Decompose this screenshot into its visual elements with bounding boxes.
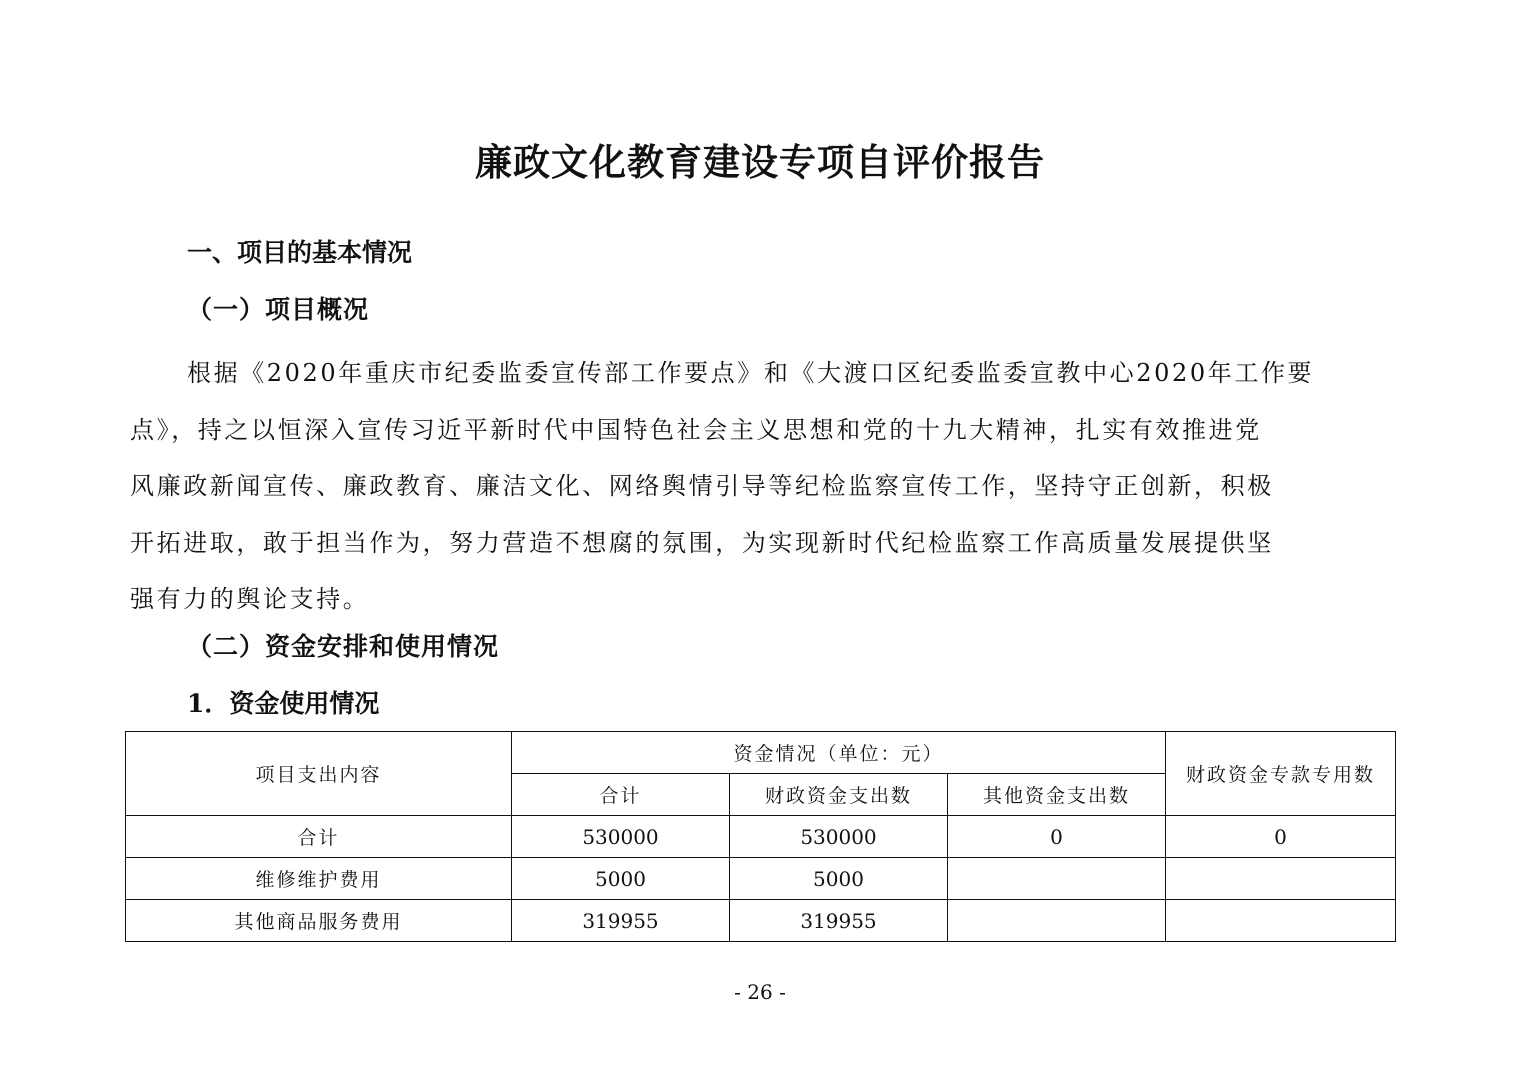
header-funds: 资金情况（单位：元） [512,732,1166,774]
header-other: 其他资金支出数 [948,774,1166,816]
sub-subsection-heading: 1．资金使用情况 [187,689,380,718]
cell-other [948,858,1166,900]
header-fiscal: 财政资金支出数 [730,774,948,816]
header-total: 合计 [512,774,730,816]
header-item: 项目支出内容 [126,732,512,816]
funds-table [125,731,1396,942]
cell-special: 0 [1166,816,1396,858]
section-heading: 一、项目的基本情况 [187,238,413,267]
cell-fiscal: 530000 [730,816,948,858]
cell-total: 530000 [512,816,730,858]
paragraph-line: 强有力的舆论支持。 [130,585,370,613]
overview-paragraph [130,345,1392,628]
cell-special [1166,858,1396,900]
paragraph-line: 根据《2020年重庆市纪委监委宣传部工作要点》和《大渡口区纪委监委宣教中心2020年工作要 [187,359,1315,387]
paragraph-line: 点》，持之以恒深入宣传习近平新时代中国特色社会主义思想和党的十九大精神，扎实有效推进党 [130,415,1262,444]
header-special: 财政资金专款专用数 [1166,732,1396,816]
cell-item: 其他商品服务费用 [126,900,512,942]
paragraph-line: 风廉政新闻宣传、廉政教育、廉洁文化、网络舆情引导等纪检监察宣传工作，坚持守正创新，积极 [130,472,1274,500]
cell-total: 5000 [512,858,730,900]
table-row [126,816,1396,858]
cell-item: 合计 [126,816,512,858]
paragraph-line: 开拓进取，敢于担当作为，努力营造不想腐的氛围，为实现新时代纪检监察工作高质量发展提供坚 [130,528,1274,557]
cell-item: 维修维护费用 [126,858,512,900]
cell-special [1166,900,1396,942]
cell-total: 319955 [512,900,730,942]
cell-other: 0 [948,816,1166,858]
subsection-heading-overview: （一）项目概况 [187,295,370,324]
document-title: 廉政文化教育建设专项自评价报告 [475,140,1045,184]
page-number: - 26 - [734,980,786,1004]
cell-fiscal: 5000 [730,858,948,900]
table-row [126,858,1396,900]
table-row [126,900,1396,942]
subsection-heading-funds: （二）资金安排和使用情况 [187,632,500,661]
cell-fiscal: 319955 [730,900,948,942]
cell-other [948,900,1166,942]
